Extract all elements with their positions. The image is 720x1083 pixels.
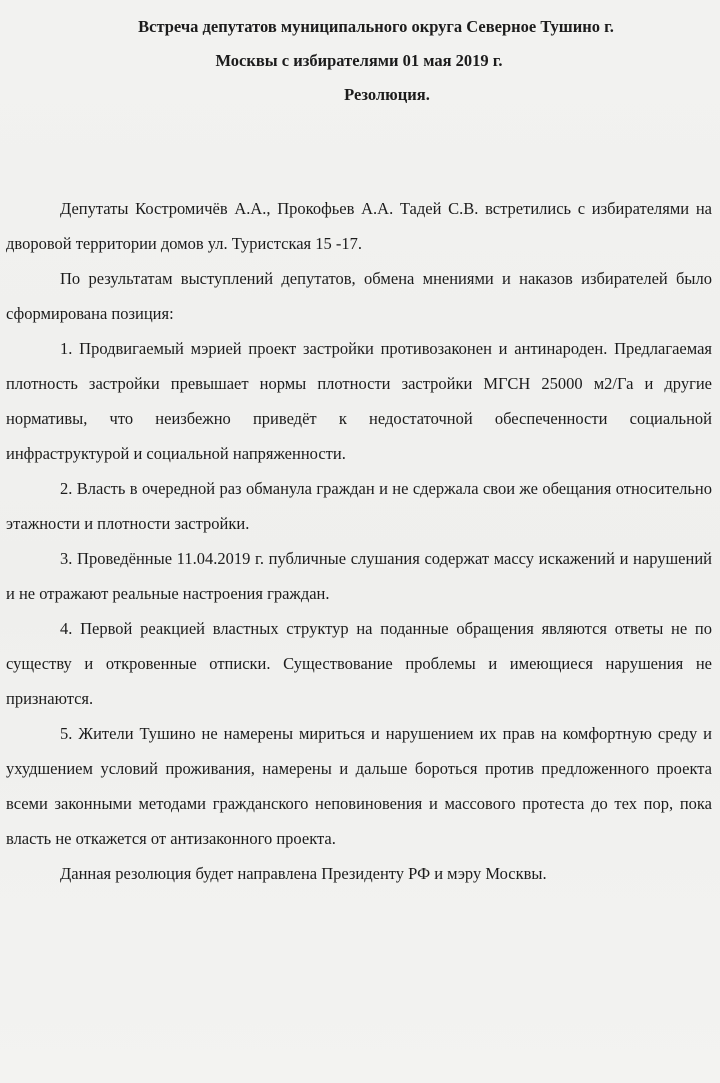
resolution-item-5: 5. Жители Тушино не намерены мириться и нарушением их прав на комфортную среду и ухудшением условий проживания, намерены и дальше бороться против предложенного проекта всеми законными методами гражданского неповиновения и массового протеста до тех пор, пока власть не откажется от антизаконного проекта.: [6, 724, 712, 848]
intro-paragraph: Депутаты Костромичёв А.А., Прокофьев А.А. Тадей С.В. встретились с избирателями на дворовой территории домов ул. Туристская 15 -17.: [6, 199, 712, 253]
resolution-item-4: 4. Первой реакцией властных структур на поданные обращения являются ответы не по существу и откровенные отписки. Существование проблемы и имеющиеся нарушения не признаются.: [6, 619, 712, 708]
resolution-item-3: 3. Проведённые 11.04.2019 г. публичные слушания содержат массу искажений и нарушений и не отражают реальные настроения граждан.: [6, 549, 712, 603]
document-title: [6, 10, 712, 112]
title-line-1: Встреча депутатов муниципального округа Северное Тушино г.: [138, 17, 614, 36]
resolution-item-2: 2. Власть в очередной раз обманула граждан и не сдержала свои же обещания относительно этажности и плотности застройки.: [6, 479, 712, 533]
title-line-2: Москвы с избирателями 01 мая 2019 г.: [215, 51, 503, 70]
resolution-item-1: 1. Продвигаемый мэрией проект застройки противозаконен и антинароден. Предлагаемая плотность застройки превышает нормы плотности застройки МГСН 25000 м2/Га и другие нормативы, что неизбежно приведёт к недостаточной обеспеченности социальной инфраструктурой и социальной напряженности.: [6, 339, 712, 463]
document-body: [6, 191, 712, 891]
position-paragraph: По результатам выступлений депутатов, обмена мнениями и наказов избирателей было сформирована позиция:: [6, 269, 712, 323]
closing-paragraph: Данная резолюция будет направлена Президенту РФ и мэру Москвы.: [60, 864, 547, 883]
resolution-heading: Резолюция.: [344, 85, 430, 104]
